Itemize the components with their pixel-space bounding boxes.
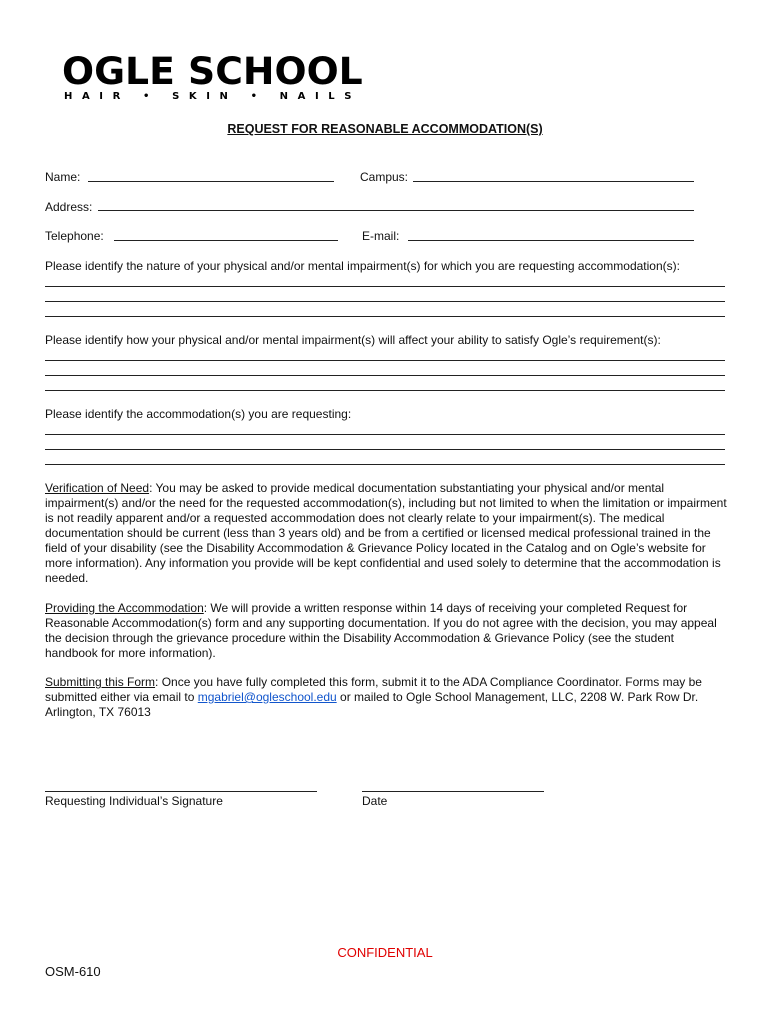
question-accommodation-requested: Please identify the accommodation(s) you are requesting: [45,407,352,421]
telephone-field[interactable] [114,240,338,241]
logo-wordmark: OGLE SCHOOL [62,50,363,93]
form-id: OSM-610 [45,964,101,979]
email-field[interactable] [408,240,694,241]
signature-line[interactable] [45,791,317,792]
address-label: Address: [45,200,93,214]
name-field[interactable] [88,181,334,182]
verification-text: : You may be asked to provide medical documentation substantiating your physical and/or mental impairment(s) and/or the need for the requested accommodation(s), including but not limited to when the limitation or impairment is not readily apparent and/or a requested accommodation does not clearly relate to your impairment(s). The medical documentation should be current (less than 3 years old) and be from a certified or licensed medical professional trained in the field of your disability (see the Disability Accommodation & Grievance Policy located in the Catalog and on Ogle’s website for more information). Any information you provide will be kept confidential and used solely to determine that the accommodation is needed. [45,481,727,585]
telephone-label: Telephone: [45,229,104,243]
name-label: Name: [45,170,81,184]
answer-line[interactable] [45,390,725,391]
providing-heading: Providing the Accommodation [45,601,204,615]
answer-line[interactable] [45,464,725,465]
answer-line[interactable] [45,360,725,361]
email-label: E-mail: [362,229,400,243]
email-link[interactable]: mgabriel@ogleschool.edu [197,690,337,704]
answer-line[interactable] [45,375,725,376]
submitting-text-before: : Once you have fully completed this form, submit it to the ADA Compliance Coordinator. Forms may be submitted either via email to [45,675,702,704]
submitting-paragraph [45,675,730,720]
address-field[interactable] [98,210,694,211]
campus-field[interactable] [413,181,694,182]
campus-label: Campus: [360,170,409,184]
question-impairment-effect: Please identify how your physical and/or mental impairment(s) will affect your ability to satisfy Ogle’s requirement(s): [45,333,661,347]
submitting-text-after: or mailed to Ogle School Management, LLC, 2208 W. Park Row Dr. Arlington, TX 76013 [45,690,699,719]
form-title: REQUEST FOR REASONABLE ACCOMMODATION(S) [227,122,543,136]
signature-label: Requesting Individual’s Signature [45,794,223,808]
providing-paragraph [45,601,730,661]
confidential-mark: CONFIDENTIAL [337,945,433,960]
date-label: Date [362,794,388,808]
answer-line[interactable] [45,301,725,302]
submitting-heading: Submitting this Form [45,675,156,689]
answer-line[interactable] [45,449,725,450]
question-impairment-nature: Please identify the nature of your physical and/or mental impairment(s) for which you are requesting accommodation(s): [45,259,680,273]
answer-line[interactable] [45,286,725,287]
answer-line[interactable] [45,434,725,435]
providing-text: : We will provide a written response within 14 days of receiving your completed Request for Reasonable Accommodation(s) form and any supporting documentation. If you do not agree with the decision, you may appeal the decision through the grievance procedure within the Disability Accommodation & Grievance Policy (see the student handbook for more information). [45,601,717,660]
answer-line[interactable] [45,316,725,317]
verification-heading: Verification of Need [45,481,150,495]
logo-tagline: HAIR • SKIN • NAILS [64,91,362,102]
verification-paragraph [45,481,730,586]
date-line[interactable] [362,791,544,792]
